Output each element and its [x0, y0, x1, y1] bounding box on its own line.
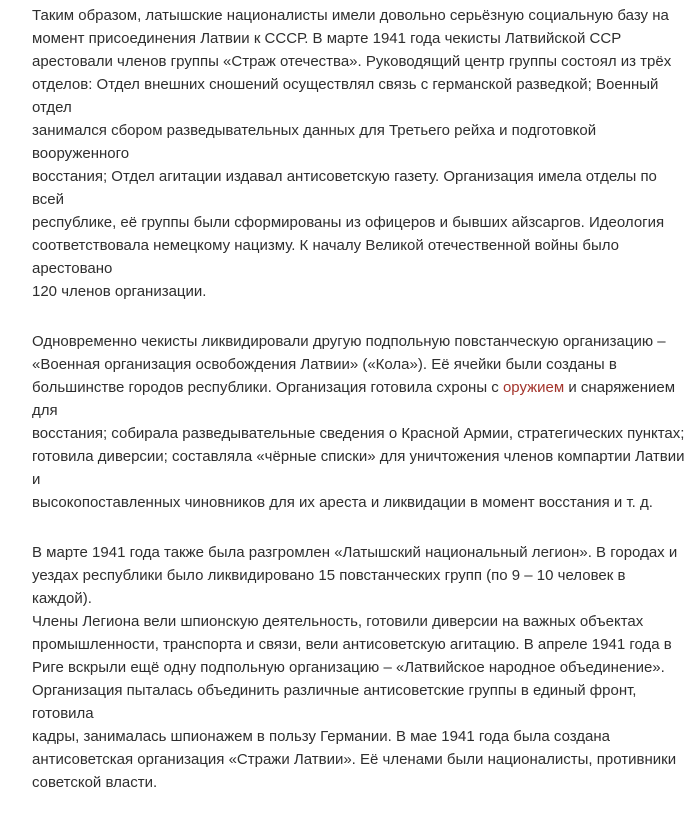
- weapons-link[interactable]: оружием: [502, 379, 565, 396]
- paragraph-latvian-nationalists: Таким образом, латышские националисты имели довольно серьёзную социальную базу на момент присоединения Латвии к СССР. В марте 1941 года чекисты Латвийской ССР арестовали членов группы «Страж отечества». Руководящий центр группы состоял из трёх отделов: Отдел внешних сношений осуществлял связь с германской разведкой; Военный отдел занимался сбором разведывательных данных для Третьего рейха и подготовкой вооруженного восстания; Отдел агитации издавал антисоветскую газету. Организация имела отделы по всей республике, её группы были сформированы из офицеров и бывших айзсаргов. Идеология соответствовала немецкому нацизму. К началу Великой отечественной войны было арестовано 120 членов организации.: [32, 7, 672, 300]
- paragraph-national-legion: В марте 1941 года также была разгромлен «Латышский национальный легион». В городах и уездах республики было ликвидировано 15 повстанческих групп (по 9 – 10 человек в каждой). Члены Легиона вели шпионскую деятельность, готовили диверсии на важных объектах промышленности, транспорта и связи, вели антисоветскую агитацию. В апреле 1941 года в Риге вскрыли ещё одну подпольную организацию – «Латвийское народное объединение». Организация пыталась объединить различные антисоветские группы в единый фронт, готовила кадры, занималась шпионажем в пользу Германии. В мае 1941 года была создана антисоветская организация «Стражи Латвии». Её членами были националисты, противники советской власти.: [32, 544, 678, 791]
- paragraph-kola-text-end: и снаряжением для восстания; собирала разведывательные сведения о Красной Армии, стратегических пунктах; готовила диверсии; составляла «чёрные списки» для уничтожения членов компартии Латвии и высокопоставленных чиновников для их ареста и ликвидации в момент восстания и т. д.: [32, 379, 685, 511]
- paragraph-kola-text-start: Одновременно чекисты ликвидировали другую подпольную повстанческую организацию – «Военная организация освобождения Латвии» («Кола»). Её ячейки были созданы в большинстве городов республики. Организация готовила схроны с: [32, 333, 666, 396]
- article-body: [32, 4, 688, 821]
- paragraph-kola-organization: [32, 330, 688, 514]
